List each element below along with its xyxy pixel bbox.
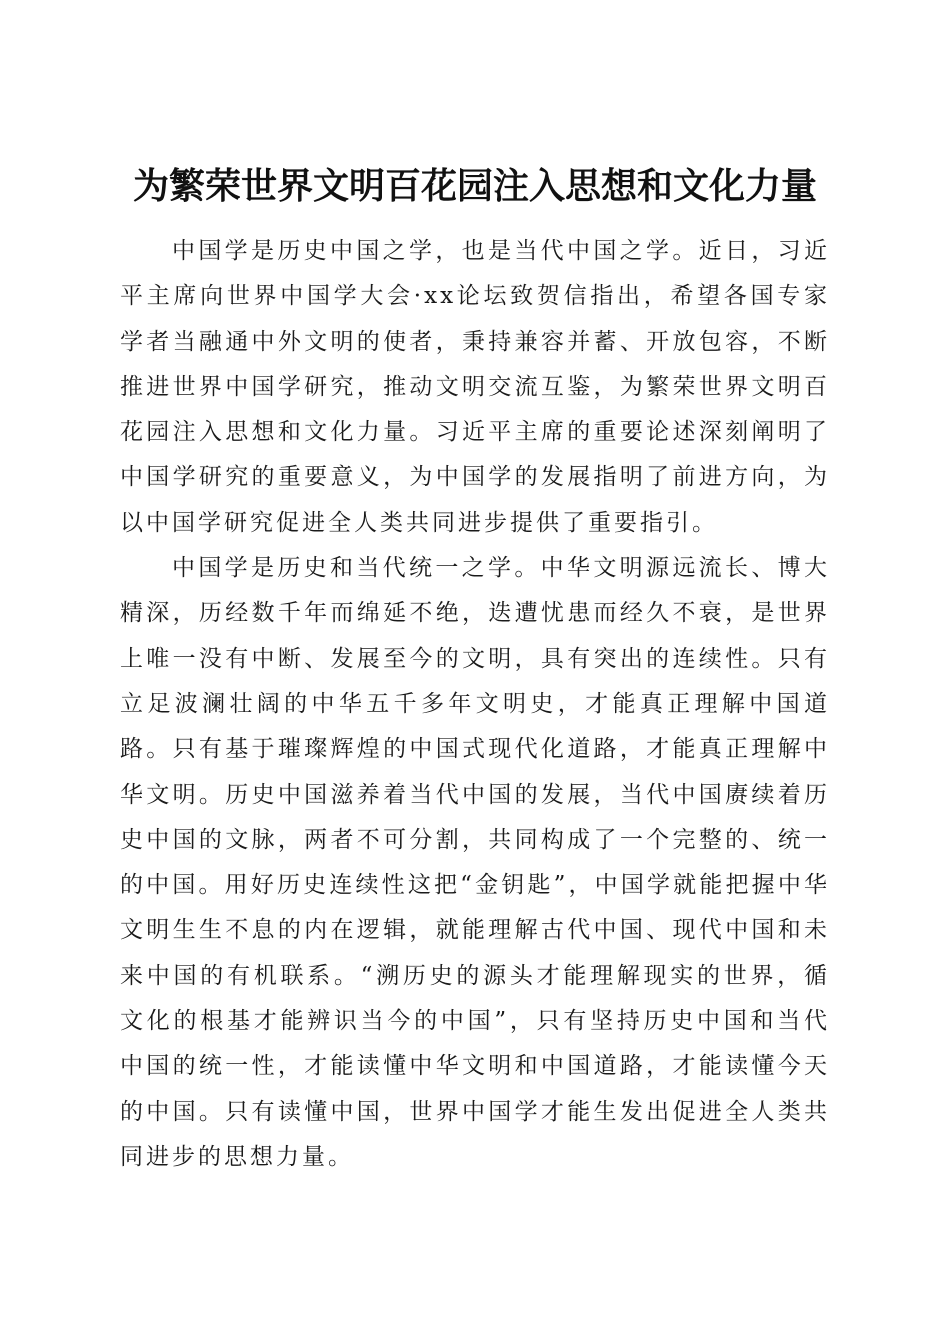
document-title: 为繁荣世界文明百花园注入思想和文化力量 — [132, 165, 817, 208]
paragraph-1: 中国学是历史中国之学，也是当代中国之学。近日，习近平主席向世界中国学大会·xx论坛致贺信指出，希望各国专家学者当融通中外文明的使者，秉持兼容并蓄、开放包容，不断推进世界中国学研究，推动文明交流互鉴，为繁荣世界文明百花园注入思想和文化力量。习近平主席的重要论述深刻阐明了中国学研究的重要意义，为中国学的发展指明了前进方向，为以中国学研究促进全人类共同进步提供了重要指引。 — [120, 238, 830, 536]
paragraph-2: 中国学是历史和当代统一之学。中华文明源远流长、博大精深，历经数千年而绵延不绝，迭遭忧患而经久不衰，是世界上唯一没有中断、发展至今的文明，具有突出的连续性。只有立足波澜壮阔的中华五千多年文明史，才能真正理解中国道路。只有基于璀璨辉煌的中国式现代化道路，才能真正理解中华文明。历史中国滋养着当代中国的发展，当代中国赓续着历史中国的文脉，两者不可分割，共同构成了一个完整的、统一的中国。用好历史连续性这把“金钥匙”，中国学就能把握中华文明生生不息的内在逻辑，就能理解古代中国、现代中国和未来中国的有机联系。“溯历史的源头才能理解现实的世界，循文化的根基才能辨识当今的中国”，只有坚持历史中国和当代中国的统一性，才能读懂中华文明和中国道路，才能读懂今天的中国。只有读懂中国，世界中国学才能生发出促进全人类共同进步的思想力量。 — [120, 555, 830, 1170]
document-body — [120, 229, 830, 1180]
